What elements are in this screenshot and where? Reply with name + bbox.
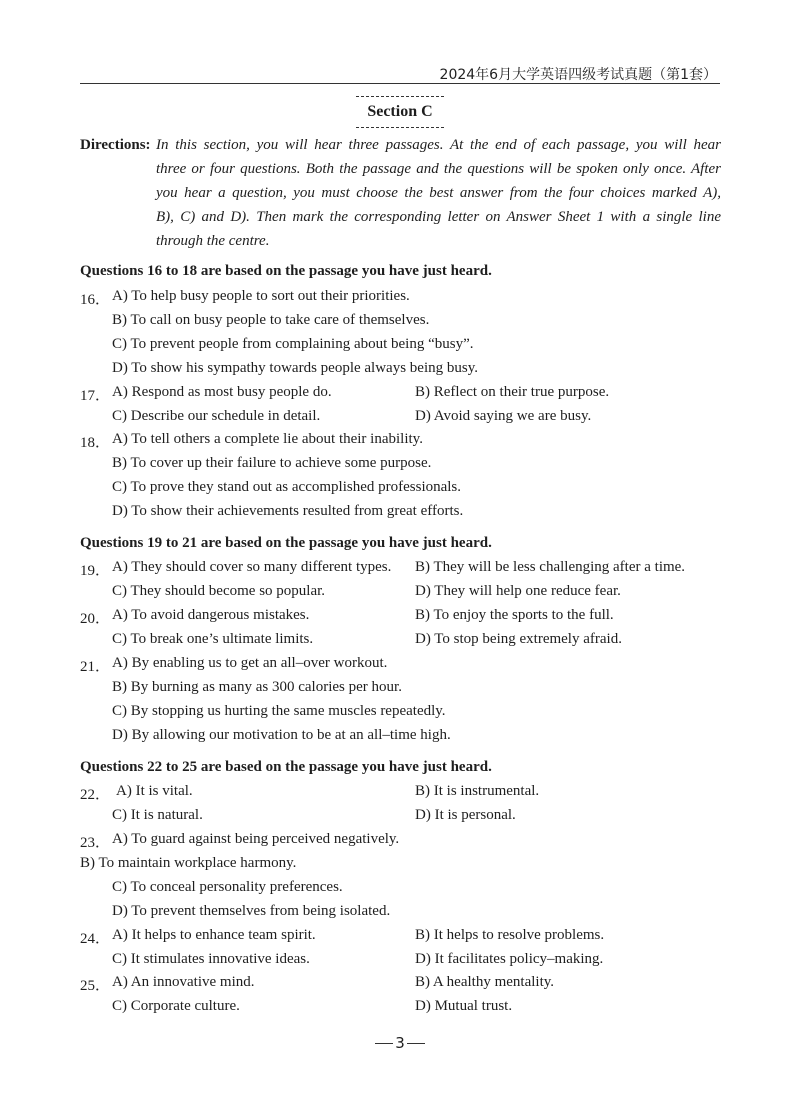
question-number: 17． (80, 388, 111, 404)
option-b: B) To enjoy the sports to the full. (415, 607, 614, 623)
option-a: A) To tell others a complete lie about their inability. (112, 431, 423, 447)
option-a: A) To help busy people to sort out their priorities. (112, 288, 410, 304)
header-rule (80, 83, 720, 84)
option-d: D) Avoid saying we are busy. (415, 408, 592, 424)
option-d: D) To show their achievements resulted from great efforts. (112, 503, 464, 519)
option-c: C) They should become so popular. (112, 583, 326, 599)
option-a: A) They should cover so many different types. (112, 559, 392, 575)
question-number: 22． (80, 787, 111, 803)
option-d: D) It is personal. (415, 807, 516, 823)
option-a: A) By enabling us to get an all–over workout. (112, 655, 388, 671)
directions-line: you hear a question, you must choose the best answer from the four choices marked A), (156, 185, 721, 201)
footer-dash (407, 1043, 425, 1044)
option-c: C) To break one’s ultimate limits. (112, 631, 314, 647)
section-title: Section C (356, 96, 444, 128)
question-number: 25． (80, 978, 111, 994)
option-d: D) They will help one reduce fear. (415, 583, 621, 599)
option-b: B) To cover up their failure to achieve some purpose. (112, 455, 432, 471)
option-a: A) It is vital. (116, 783, 193, 799)
option-b: B) By burning as many as 300 calories per hour. (112, 679, 402, 695)
option-c: C) To conceal personality preferences. (112, 879, 343, 895)
question-number: 20． (80, 611, 111, 627)
option-a: A) To guard against being perceived negatively. (112, 831, 400, 847)
option-c: C) To prevent people from complaining about being “busy”. (112, 336, 474, 352)
option-a: A) An innovative mind. (112, 974, 255, 990)
option-a: A) To avoid dangerous mistakes. (112, 607, 310, 623)
option-b: B) They will be less challenging after a time. (415, 559, 686, 575)
option-c: C) By stopping us hurting the same muscles repeatedly. (112, 703, 446, 719)
question-number: 24． (80, 931, 111, 947)
option-a: A) It helps to enhance team spirit. (112, 927, 316, 943)
question-number: 18． (80, 435, 111, 451)
page-number: 3 (395, 1034, 405, 1052)
group-heading: Questions 16 to 18 are based on the passage you have just heard. (80, 263, 492, 279)
directions-line: B), C) and D). Then mark the corresponding letter on Answer Sheet 1 with a single line (156, 209, 721, 225)
question-number: 19． (80, 563, 111, 579)
option-d: D) To show his sympathy towards people always being busy. (112, 360, 478, 376)
question-number: 21． (80, 659, 111, 675)
option-c: C) It stimulates innovative ideas. (112, 951, 310, 967)
option-b: B) Reflect on their true purpose. (415, 384, 610, 400)
directions-label: Directions: (80, 137, 151, 153)
option-b: B) A healthy mentality. (415, 974, 555, 990)
footer-dash (375, 1043, 393, 1044)
option-a: A) Respond as most busy people do. (112, 384, 332, 400)
option-b: B) It is instrumental. (415, 783, 540, 799)
directions-text (156, 133, 721, 253)
question-number: 16． (80, 292, 111, 308)
option-b: B) To maintain workplace harmony. (80, 855, 297, 871)
option-c: C) Corporate culture. (112, 998, 240, 1014)
option-c: C) It is natural. (112, 807, 203, 823)
option-c: C) To prove they stand out as accomplished professionals. (112, 479, 462, 495)
option-d: D) By allowing our motivation to be at an all–time high. (112, 727, 451, 743)
directions-line: through the centre. (156, 233, 270, 249)
option-d: D) Mutual trust. (415, 998, 513, 1014)
directions-line: In this section, you will hear three passages. At the end of each passage, you will hear (156, 137, 721, 153)
option-b: B) To call on busy people to take care of themselves. (112, 312, 430, 328)
directions-line: three or four questions. Both the passage and the questions will be spoken only once. After (156, 161, 721, 177)
option-b: B) It helps to resolve problems. (415, 927, 605, 943)
option-d: D) To prevent themselves from being isolated. (112, 903, 391, 919)
group-heading: Questions 22 to 25 are based on the passage you have just heard. (80, 759, 492, 775)
option-d: D) It facilitates policy–making. (415, 951, 604, 967)
group-heading: Questions 19 to 21 are based on the passage you have just heard. (80, 535, 492, 551)
page-header: 2024年6月大学英语四级考试真题（第1套） (439, 67, 717, 83)
option-d: D) To stop being extremely afraid. (415, 631, 622, 647)
question-number: 23． (80, 835, 111, 851)
option-c: C) Describe our schedule in detail. (112, 408, 321, 424)
page-footer (0, 1034, 800, 1052)
